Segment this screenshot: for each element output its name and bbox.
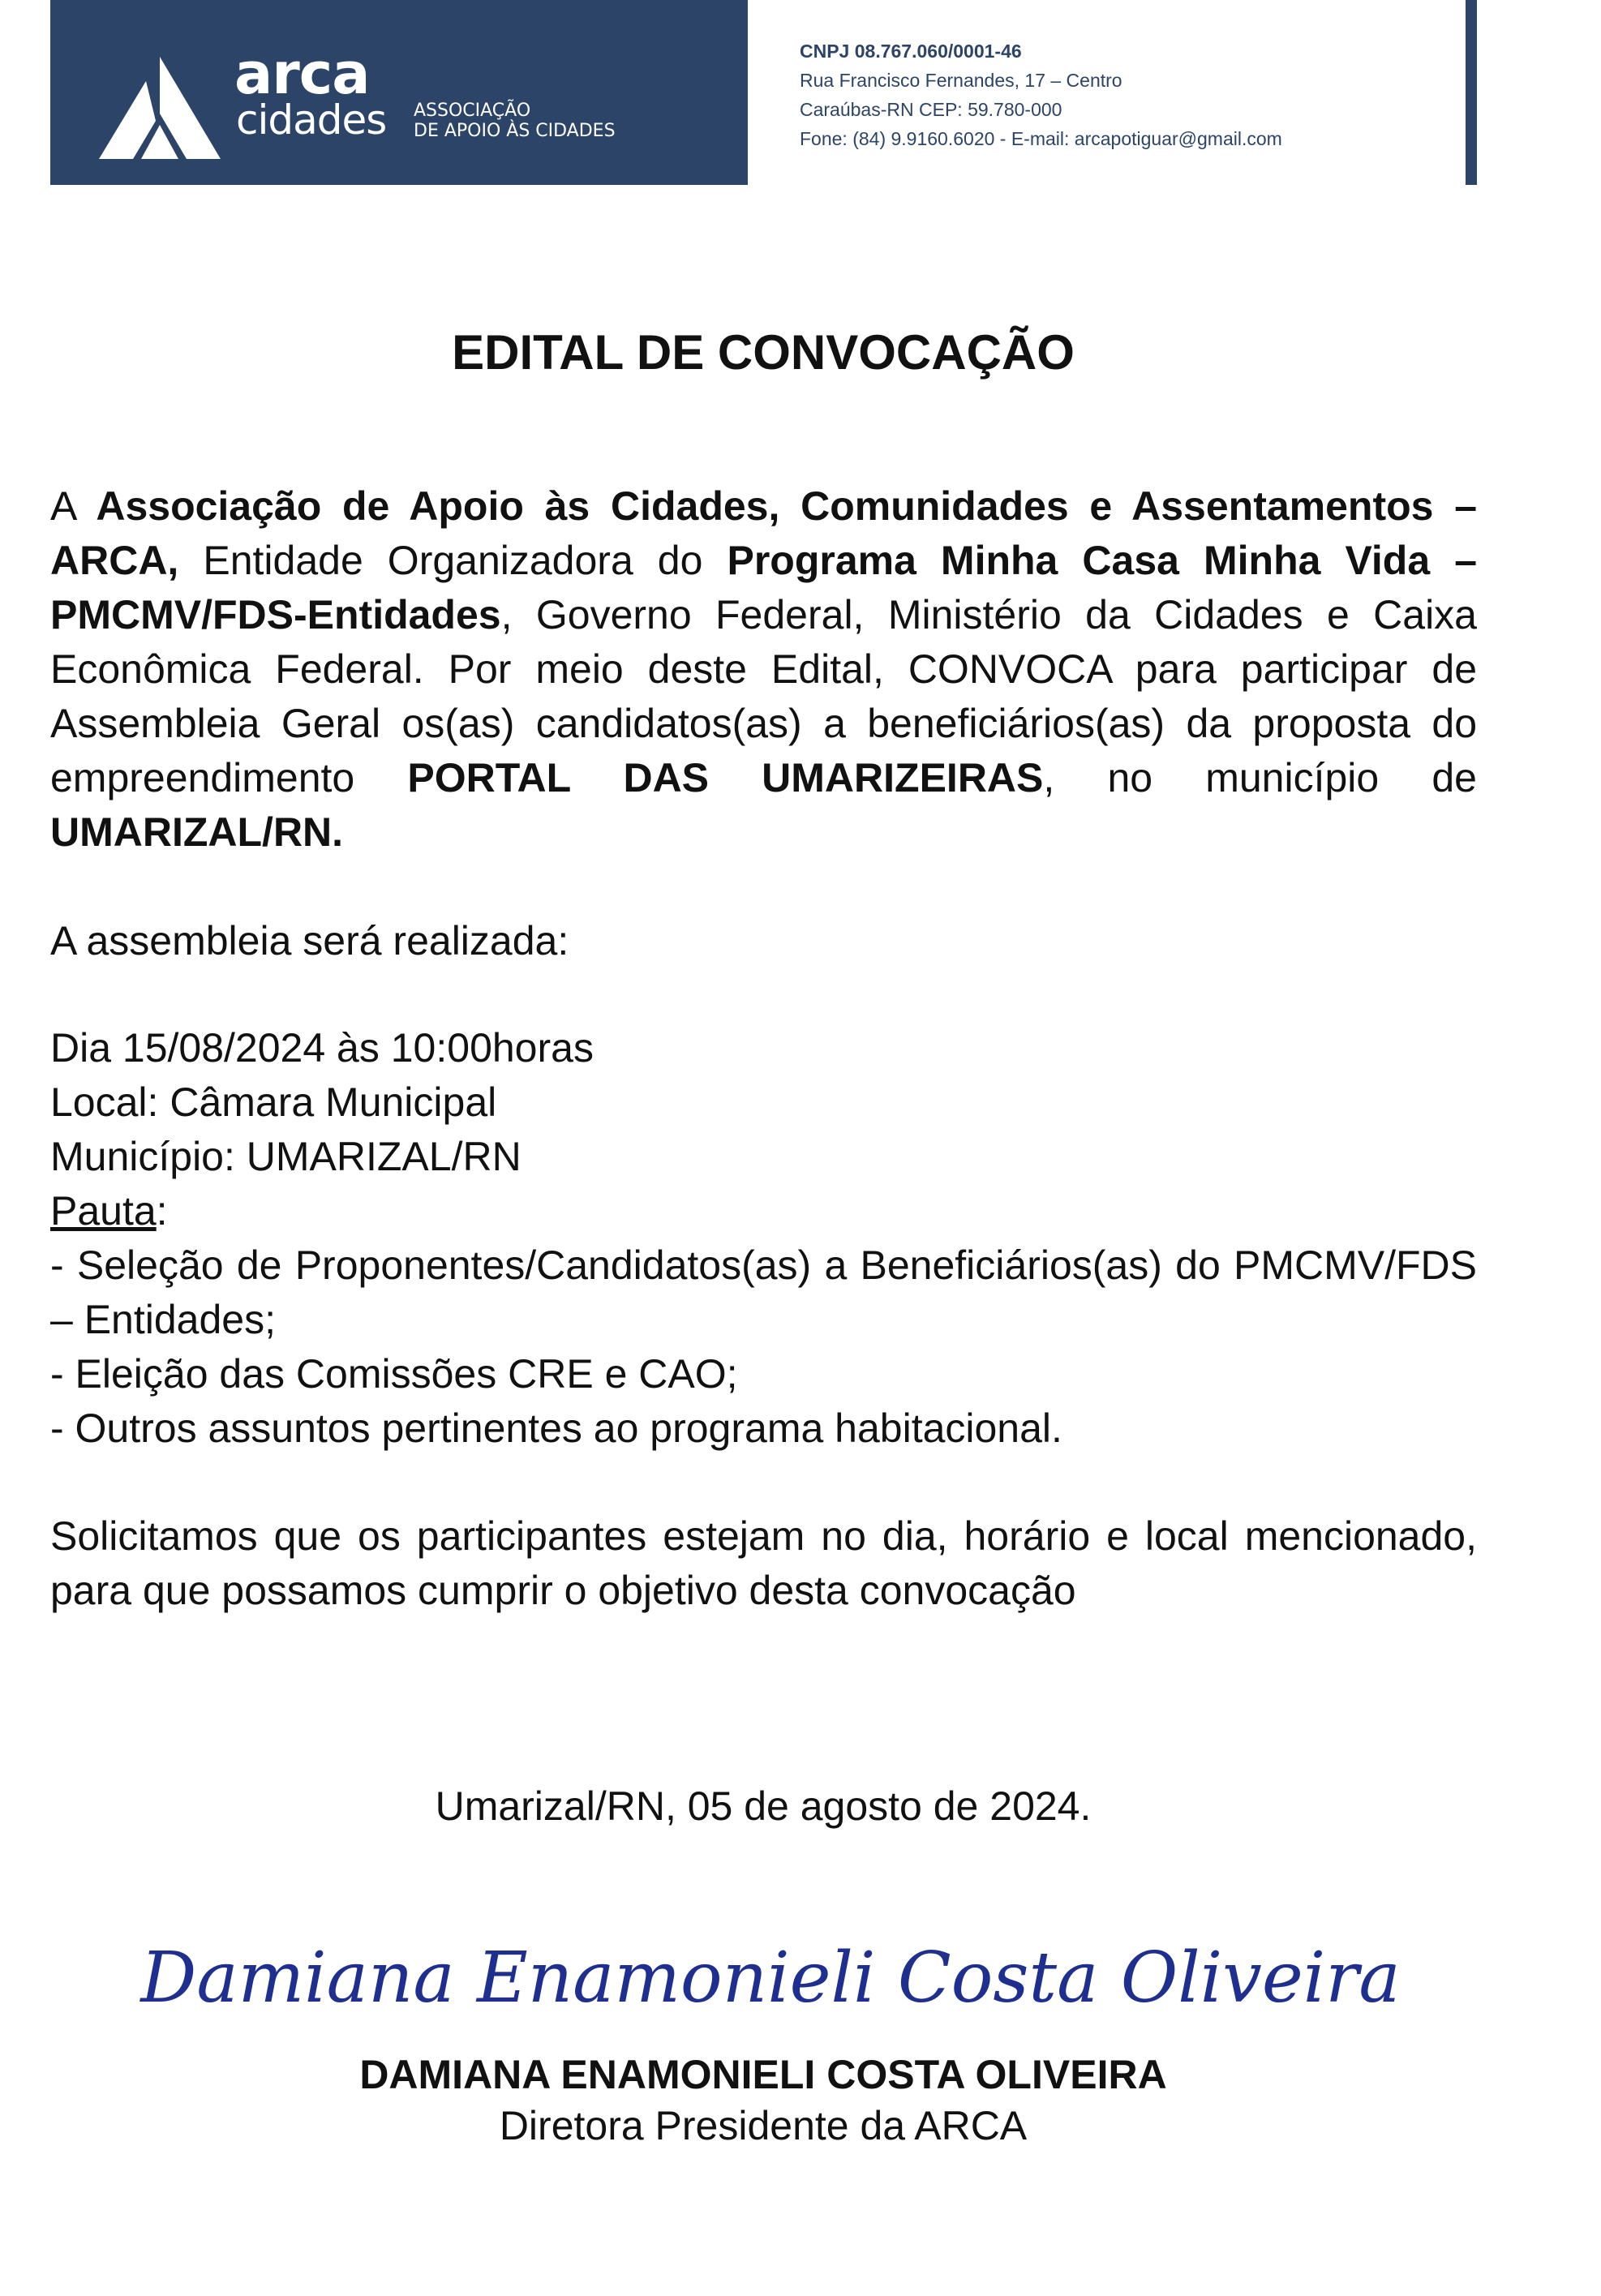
address: Rua Francisco Fernandes, 17 – Centro xyxy=(800,70,1122,91)
agenda-colon: : xyxy=(156,1188,168,1234)
association-line-2: DE APOIO ÀS CIDADES xyxy=(414,121,616,141)
cnpj: CNPJ 08.767.060/0001-46 xyxy=(800,41,1022,62)
intro-text-3: , Governo Federal, Ministério da Cidades e Caixa Econômica Federal. Por meio deste Edital, CONVOCA para participar de Assembleia Geral os(as) candidatos(as) a beneficiários(as) da proposta do empreendimento xyxy=(50,592,1477,800)
intro-project: PORTAL DAS UMARIZEIRAS xyxy=(407,755,1044,800)
letterhead-contact xyxy=(800,36,1282,153)
handwritten-signature xyxy=(140,1906,1401,2036)
signer-role: Diretora Presidente da ARCA xyxy=(499,2103,1028,2148)
meeting-date: Dia 15/08/2024 às 10:00horas xyxy=(50,1025,594,1071)
place-date: Umarizal/RN, 05 de agosto de 2024. xyxy=(435,1783,1092,1829)
arca-logo-icon xyxy=(99,57,221,159)
phone-email: Fone: (84) 9.9160.6020 - E-mail: arcapotiguar@gmail.com xyxy=(800,128,1282,149)
brand-subtitle: cidades xyxy=(236,97,387,144)
intro-paragraph xyxy=(50,479,1477,860)
intro-program: Programa Minha Casa Minha Vida – PMCMV/FDS-Entidades xyxy=(50,538,1477,637)
meeting-municipality: Município: UMARIZAL/RN xyxy=(50,1134,522,1179)
meeting-location: Local: Câmara Municipal xyxy=(50,1079,497,1125)
document-title: EDITAL DE CONVOCAÇÃO xyxy=(452,325,1075,380)
assembly-details xyxy=(50,1021,1477,1456)
intro-text-4: , no município de xyxy=(1043,755,1477,800)
intro-municipality: UMARIZAL/RN. xyxy=(50,809,344,855)
agenda-heading xyxy=(50,1184,1477,1238)
signature-text: Damiana Enamonieli Costa Oliveira xyxy=(140,1938,1401,2019)
intro-organization: Associação de Apoio às Cidades, Comunidades e Assentamentos – ARCA, xyxy=(50,483,1478,583)
intro-text-1: A xyxy=(50,483,97,529)
association-line-1: ASSOCIAÇÃO xyxy=(414,101,531,121)
signer-name: DAMIANA ENAMONIELI COSTA OLIVEIRA xyxy=(359,2052,1167,2097)
agenda-item-2: - Eleição das Comissões CRE e CAO; xyxy=(50,1351,738,1397)
city-cep: Caraúbas-RN CEP: 59.780-000 xyxy=(800,99,1062,120)
agenda-item-3: - Outros assuntos pertinentes ao programa habitacional. xyxy=(50,1405,1062,1451)
letterhead-rule xyxy=(1466,0,1477,185)
intro-text-2: Entidade Organizadora do xyxy=(178,538,728,583)
agenda-label: Pauta xyxy=(50,1188,157,1234)
association-label xyxy=(414,101,616,141)
brand-name: arca xyxy=(234,41,370,107)
agenda-item-1: - Seleção de Proponentes/Candidatos(as) a Beneficiários(as) do PMCMV/FDS – Entidades; xyxy=(50,1242,1477,1342)
assembly-intro: A assembleia será realizada: xyxy=(50,918,569,963)
closing-paragraph: Solicitamos que os participantes estejam no dia, horário e local mencionado, para que possamos cumprir o objetivo desta convocação xyxy=(50,1513,1477,1613)
letterhead-band xyxy=(50,0,748,185)
